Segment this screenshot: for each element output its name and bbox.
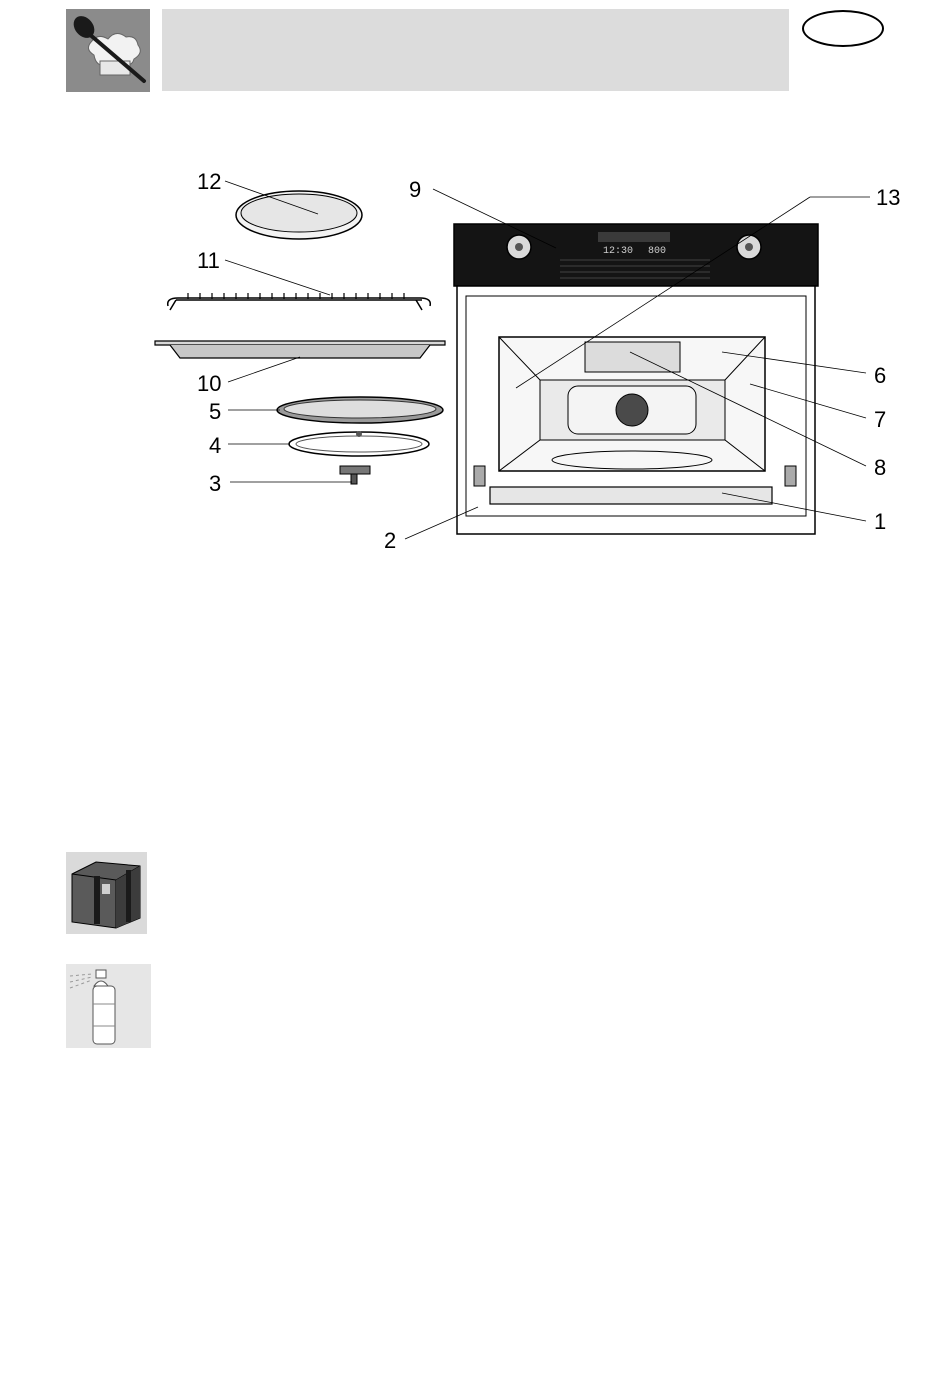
grill-rack-11 (168, 293, 431, 310)
callout-5: 5 (209, 399, 222, 424)
callout-4: 4 (209, 433, 222, 458)
callout-9: 9 (409, 177, 422, 202)
spray-can-icon (66, 964, 151, 1048)
callout-2: 2 (384, 528, 397, 553)
callout-3: 3 (209, 471, 222, 496)
callout-6: 6 (874, 363, 887, 388)
callout-10: 10 (197, 371, 222, 396)
roller-ring-4 (289, 431, 429, 456)
callout-13: 13 (876, 185, 901, 210)
baking-tray-10 (155, 341, 445, 358)
packaging-box-icon (66, 852, 147, 934)
oven-parts-diagram (0, 0, 950, 580)
pizza-tray-12 (236, 191, 362, 239)
display-clock: 12:30 (603, 246, 634, 257)
oven-appliance (454, 224, 818, 534)
glass-turntable-5 (277, 397, 443, 423)
drive-coupling-3 (340, 466, 370, 484)
callout-7: 7 (874, 407, 887, 432)
callout-12: 12 (197, 169, 222, 194)
display-power: 800 (648, 246, 667, 257)
callout-11: 11 (197, 248, 220, 273)
callout-1: 1 (874, 509, 887, 534)
callout-8: 8 (874, 455, 887, 480)
